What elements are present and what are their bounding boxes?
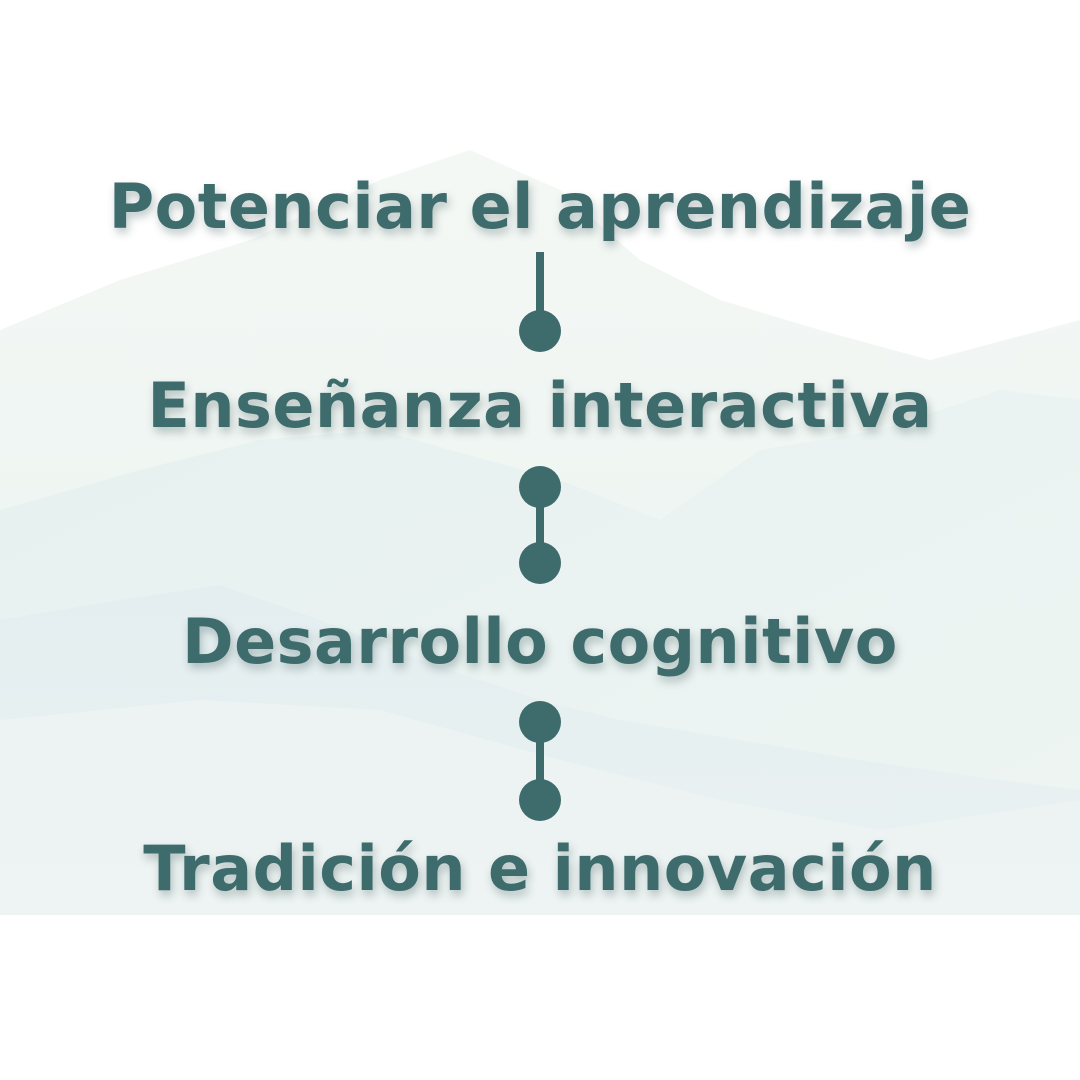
connector-2-dot-bottom [519, 542, 561, 584]
step-label-1: Potenciar el aprendizaje [108, 170, 972, 243]
connector-3-dot-bottom [519, 779, 561, 821]
step-label-4: Tradición e innovación [143, 832, 937, 905]
step-label-2: Enseñanza interactiva [147, 369, 933, 442]
connector-1-dot [519, 310, 561, 352]
connector-2-dot-top [519, 466, 561, 508]
step-label-3: Desarrollo cognitivo [182, 605, 898, 678]
connector-3-dot-top [519, 701, 561, 743]
